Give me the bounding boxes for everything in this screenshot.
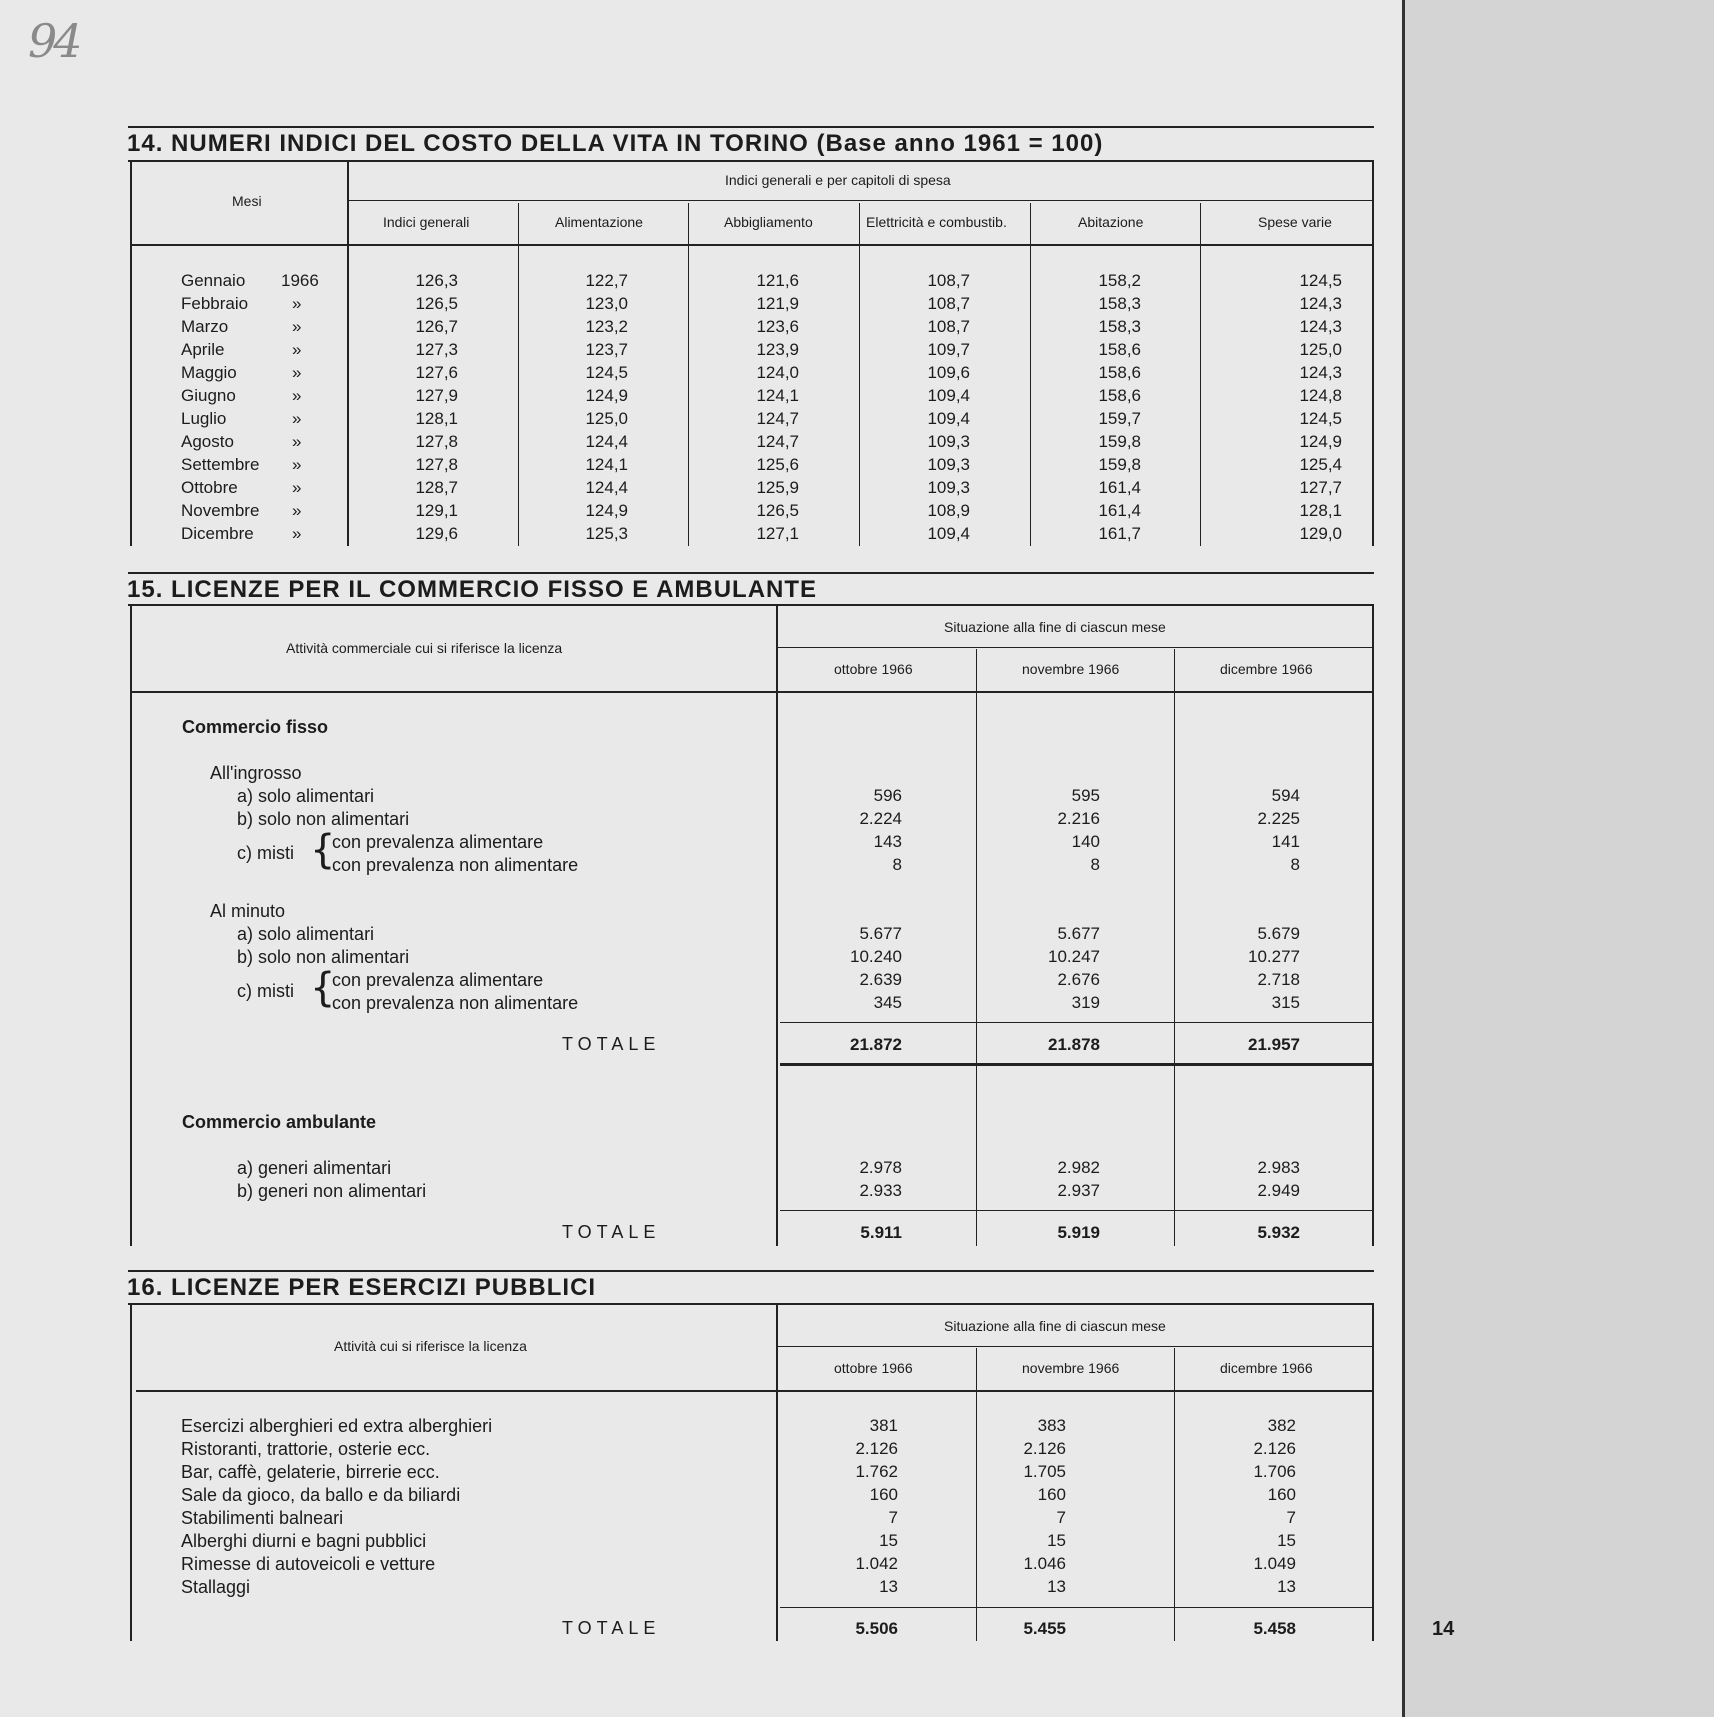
col-header-dicembre: dicembre 1966 [1220, 1360, 1313, 1376]
table-cell: 158,3 [1098, 317, 1141, 336]
table-cell: 108,7 [927, 294, 970, 313]
table-cell: 108,7 [927, 317, 970, 336]
row-label: a) solo alimentari [237, 786, 375, 806]
col-header-attivita-commerciale: Attività commerciale cui si riferisce la licenza [286, 640, 563, 656]
section-commercio-fisso: Commercio fisso [182, 717, 329, 737]
handwritten-page-number: 94 [28, 14, 79, 68]
table-cell: 124,4 [585, 432, 628, 451]
table-cell: 5.677 [859, 924, 902, 943]
table-cell: 5.677 [1057, 924, 1100, 943]
row-label: Alberghi diurni e bagni pubblici [181, 1531, 427, 1551]
month-label: Giugno [181, 386, 236, 405]
month-label: Gennaio [181, 271, 246, 290]
table-cell: 141 [1271, 832, 1300, 851]
table-cell: 109,4 [927, 524, 970, 543]
total-cell: 21.957 [1248, 1035, 1300, 1054]
table-cell: 124,9 [585, 501, 628, 520]
month-label: Maggio [181, 363, 237, 382]
table-cell: 109,4 [927, 409, 970, 428]
month-label: Agosto [181, 432, 234, 451]
adjacent-page-edge [1402, 0, 1714, 1717]
table-cell: 128,7 [415, 478, 458, 497]
table-cell: 124,7 [756, 409, 799, 428]
table-cell: 143 [873, 832, 902, 851]
table-cell: 126,3 [415, 271, 458, 290]
table-cell: 161,4 [1098, 501, 1141, 520]
table-cell: 125,3 [585, 524, 628, 543]
ditto-mark: » [292, 317, 302, 336]
col-header-spese-varie: Spese varie [1258, 214, 1332, 230]
table-cell: 158,6 [1098, 340, 1141, 359]
table-cell: 124,9 [585, 386, 628, 405]
row-label: b) solo non alimentari [237, 809, 410, 829]
table-cell: 2.978 [859, 1158, 902, 1177]
table-16-title: 16. LICENZE PER ESERCIZI PUBBLICI [127, 1274, 597, 1301]
ditto-mark: » [292, 478, 302, 497]
section-commercio-ambulante: Commercio ambulante [182, 1112, 377, 1132]
col-header-dicembre: dicembre 1966 [1220, 661, 1313, 677]
table-cell: 124,3 [1299, 317, 1342, 336]
table-cell: 159,8 [1098, 432, 1141, 451]
row-label: b) generi non alimentari [237, 1181, 427, 1201]
col-header-alimentazione: Alimentazione [555, 214, 643, 230]
table-cell: 2.225 [1257, 809, 1300, 828]
table-cell: 13 [1277, 1577, 1296, 1596]
table-cell: 596 [873, 786, 902, 805]
table-cell: 1.706 [1253, 1462, 1296, 1481]
row-label: Stallaggi [181, 1577, 251, 1597]
table-cell: 158,3 [1098, 294, 1141, 313]
table-cell: 124,3 [1299, 363, 1342, 382]
table-cell: 345 [873, 993, 902, 1012]
table-cell: 123,2 [585, 317, 628, 336]
table-cell: 129,1 [415, 501, 458, 520]
col-header-attivita: Attività cui si riferisce la licenza [334, 1338, 527, 1354]
table-cell: 125,6 [756, 455, 799, 474]
table-cell: 127,8 [415, 455, 458, 474]
table-cell: 124,5 [1299, 409, 1342, 428]
table-cell: 124,5 [585, 363, 628, 382]
table-cell: 13 [879, 1577, 898, 1596]
table-cell: 15 [1277, 1531, 1296, 1550]
table-cell: 161,7 [1098, 524, 1141, 543]
table-cell: 127,9 [415, 386, 458, 405]
row-label: con prevalenza non alimentare [332, 993, 579, 1013]
table-cell: 127,8 [415, 432, 458, 451]
table-cell: 2.949 [1257, 1181, 1300, 1200]
row-label: con prevalenza alimentare [332, 832, 544, 852]
page-number: 14 [1432, 1618, 1455, 1640]
table-cell: 121,6 [756, 271, 799, 290]
table-cell: 109,3 [927, 455, 970, 474]
group-header-situazione: Situazione alla fine di ciascun mese [944, 619, 1166, 635]
table-cell: 2.126 [1023, 1439, 1066, 1458]
table-cell: 383 [1037, 1416, 1066, 1435]
row-label: b) solo non alimentari [237, 947, 410, 967]
table-cell: 125,4 [1299, 455, 1342, 474]
table-cell: 125,0 [1299, 340, 1342, 359]
table-cell: 1.042 [855, 1554, 898, 1573]
month-label: Novembre [181, 501, 260, 520]
month-label: Dicembre [181, 524, 254, 543]
table-cell: 126,5 [415, 294, 458, 313]
table-cell: 124,9 [1299, 432, 1342, 451]
ditto-mark: » [292, 409, 302, 428]
table-cell: 594 [1271, 786, 1300, 805]
subsection-ingrosso: All'ingrosso [210, 763, 302, 783]
table-cell: 158,6 [1098, 386, 1141, 405]
ditto-mark: » [292, 501, 302, 520]
row-label: Sale da gioco, da ballo e da biliardi [181, 1485, 461, 1505]
table-cell: 122,7 [585, 271, 628, 290]
table-cell: 124,7 [756, 432, 799, 451]
table-cell: 2.676 [1057, 970, 1100, 989]
table-cell: 160 [869, 1485, 898, 1504]
table-cell: 2.983 [1257, 1158, 1300, 1177]
ditto-mark: » [292, 386, 302, 405]
table-cell: 123,0 [585, 294, 628, 313]
table-cell: 123,6 [756, 317, 799, 336]
table-cell: 160 [1037, 1485, 1066, 1504]
col-header-ottobre: ottobre 1966 [834, 661, 913, 677]
total-cell: 5.458 [1253, 1619, 1296, 1638]
table-cell: 2.126 [1253, 1439, 1296, 1458]
table-cell: 125,0 [585, 409, 628, 428]
table-cell: 124,1 [756, 386, 799, 405]
table-cell: 2.982 [1057, 1158, 1100, 1177]
table-cell: 319 [1071, 993, 1100, 1012]
group-header-indici: Indici generali e per capitoli di spesa [725, 172, 951, 188]
brace-icon: { [310, 965, 336, 1011]
row-label: c) misti [237, 843, 294, 863]
col-header-novembre: novembre 1966 [1022, 1360, 1120, 1376]
table-cell: 124,1 [585, 455, 628, 474]
table-cell: 15 [1047, 1531, 1066, 1550]
table-cell: 2.224 [859, 809, 902, 828]
table-cell: 108,7 [927, 271, 970, 290]
ditto-mark: » [292, 524, 302, 543]
col-header-novembre: novembre 1966 [1022, 661, 1120, 677]
table-cell: 140 [1071, 832, 1100, 851]
table-cell: 127,1 [756, 524, 799, 543]
table-cell: 10.247 [1048, 947, 1100, 966]
total-label: TOTALE [562, 1618, 661, 1638]
col-header-mesi: Mesi [232, 193, 262, 209]
table-cell: 7 [888, 1508, 898, 1527]
table-cell: 381 [869, 1416, 898, 1435]
row-label: Bar, caffè, gelaterie, birrerie ecc. [181, 1462, 440, 1482]
row-label: c) misti [237, 981, 294, 1001]
table-cell: 125,9 [756, 478, 799, 497]
ditto-mark: » [292, 294, 302, 313]
table-cell: 123,7 [585, 340, 628, 359]
table-cell: 126,5 [756, 501, 799, 520]
table-cell: 160 [1267, 1485, 1296, 1504]
table-cell: 124,4 [585, 478, 628, 497]
row-label: con prevalenza non alimentare [332, 855, 579, 875]
table-cell: 10.277 [1248, 947, 1300, 966]
table-cell: 159,7 [1098, 409, 1141, 428]
table-cell: 8 [892, 855, 902, 874]
table-cell: 109,4 [927, 386, 970, 405]
table-cell: 158,6 [1098, 363, 1141, 382]
total-cell: 5.455 [1023, 1619, 1066, 1638]
table-cell: 123,9 [756, 340, 799, 359]
table-cell: 124,5 [1299, 271, 1342, 290]
col-header-abitazione: Abitazione [1078, 214, 1144, 230]
table-cell: 8 [1090, 855, 1100, 874]
table-cell: 5.679 [1257, 924, 1300, 943]
table-cell: 127,6 [415, 363, 458, 382]
table-cell: 109,6 [927, 363, 970, 382]
month-label: Marzo [181, 317, 229, 336]
table-cell: 127,7 [1299, 478, 1342, 497]
ditto-mark: » [292, 432, 302, 451]
table-cell: 1.046 [1023, 1554, 1066, 1573]
table-cell: 2.216 [1057, 809, 1100, 828]
table-cell: 126,7 [415, 317, 458, 336]
table-cell: 129,6 [415, 524, 458, 543]
table-cell: 158,2 [1098, 271, 1141, 290]
table-cell: 109,3 [927, 478, 970, 497]
table-cell: 159,8 [1098, 455, 1141, 474]
table-cell: 2.639 [859, 970, 902, 989]
table-cell: 161,4 [1098, 478, 1141, 497]
table-cell: 7 [1286, 1508, 1296, 1527]
row-label: con prevalenza alimentare [332, 970, 544, 990]
table-cell: 2.718 [1257, 970, 1300, 989]
table-cell: 382 [1267, 1416, 1296, 1435]
table-cell: 15 [879, 1531, 898, 1550]
table-cell: 315 [1271, 993, 1300, 1012]
table-cell: 124,8 [1299, 386, 1342, 405]
table-cell: 128,1 [415, 409, 458, 428]
table-cell: 124,0 [756, 363, 799, 382]
row-label: Rimesse di autoveicoli e vetture [181, 1554, 436, 1574]
table-cell: 127,3 [415, 340, 458, 359]
row-label: Stabilimenti balneari [181, 1508, 344, 1528]
col-header-ottobre: ottobre 1966 [834, 1360, 913, 1376]
table-cell: 109,7 [927, 340, 970, 359]
row-label: a) generi alimentari [237, 1158, 392, 1178]
subsection-minuto: Al minuto [210, 901, 286, 921]
brace-icon: { [310, 827, 336, 873]
total-label: TOTALE [562, 1034, 661, 1054]
table-cell: 109,3 [927, 432, 970, 451]
year-label: 1966 [281, 271, 319, 290]
row-label: Esercizi alberghieri ed extra alberghieri [181, 1416, 493, 1436]
col-header-abbigliamento: Abbigliamento [724, 214, 813, 230]
table-cell: 128,1 [1299, 501, 1342, 520]
total-label: TOTALE [562, 1222, 661, 1242]
total-cell: 21.872 [850, 1035, 902, 1054]
ditto-mark: » [292, 455, 302, 474]
month-label: Aprile [181, 340, 225, 359]
ditto-mark: » [292, 340, 302, 359]
table-14-title: 14. NUMERI INDICI DEL COSTO DELLA VITA IN TORINO (Base anno 1961 = 100) [127, 130, 1104, 157]
ditto-mark: » [292, 363, 302, 382]
table-cell: 1.705 [1023, 1462, 1066, 1481]
table-cell: 2.126 [855, 1439, 898, 1458]
table-cell: 121,9 [756, 294, 799, 313]
table-cell: 595 [1071, 786, 1100, 805]
month-label: Ottobre [181, 478, 238, 497]
table-15-title: 15. LICENZE PER IL COMMERCIO FISSO E AMBULANTE [127, 576, 818, 603]
table-cell: 13 [1047, 1577, 1066, 1596]
month-label: Febbraio [181, 294, 249, 313]
table-cell: 129,0 [1299, 524, 1342, 543]
table-cell: 7 [1056, 1508, 1066, 1527]
group-header-situazione: Situazione alla fine di ciascun mese [944, 1318, 1166, 1334]
table-cell: 2.937 [1057, 1181, 1100, 1200]
table-cell: 108,9 [927, 501, 970, 520]
table-cell: 1.762 [855, 1462, 898, 1481]
table-cell: 8 [1290, 855, 1300, 874]
month-label: Settembre [181, 455, 260, 474]
table-cell: 10.240 [850, 947, 902, 966]
total-cell: 5.506 [855, 1619, 898, 1638]
row-label: a) solo alimentari [237, 924, 375, 944]
total-cell: 21.878 [1048, 1035, 1100, 1054]
col-header-indici-generali: Indici generali [383, 214, 470, 230]
month-label: Luglio [181, 409, 227, 428]
col-header-elettricita: Elettricità e combustib. [866, 214, 1007, 230]
table-cell: 1.049 [1253, 1554, 1296, 1573]
total-cell: 5.911 [860, 1223, 902, 1242]
total-cell: 5.919 [1057, 1223, 1100, 1242]
total-cell: 5.932 [1257, 1223, 1300, 1242]
table-cell: 2.933 [859, 1181, 902, 1200]
table-cell: 124,3 [1299, 294, 1342, 313]
row-label: Ristoranti, trattorie, osterie ecc. [181, 1439, 431, 1459]
